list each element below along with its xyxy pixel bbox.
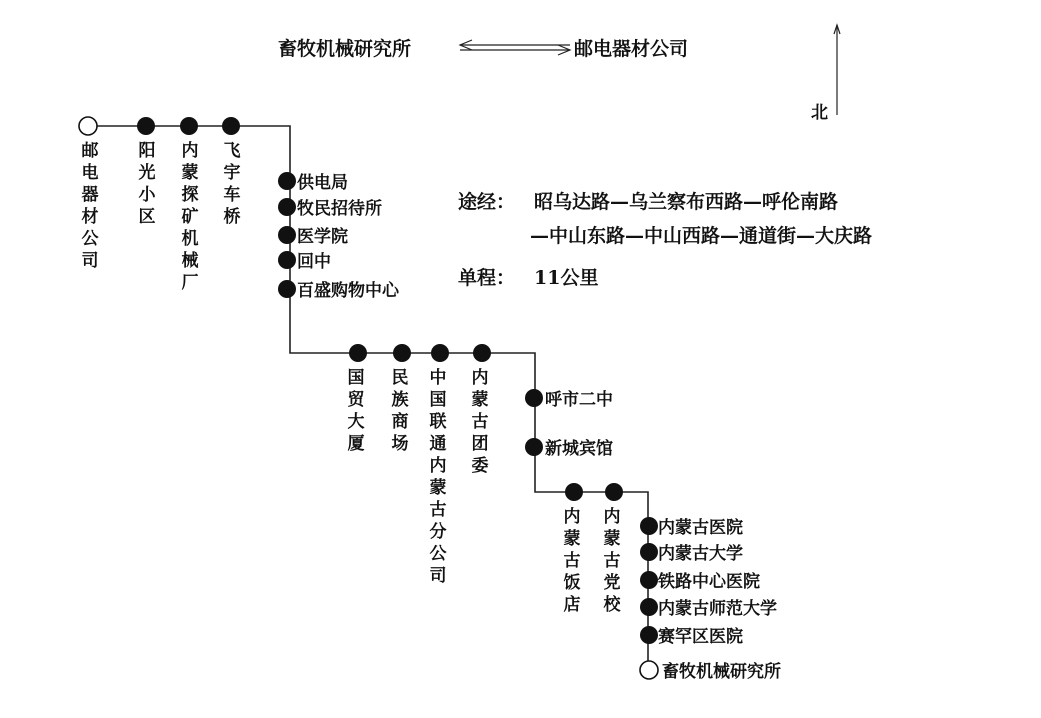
stop-col3-4-label: 赛罕区医院 — [658, 627, 743, 647]
stop-mid-3-label: 内蒙古团委 — [471, 368, 489, 476]
stop-col1-3-label: 回中 — [297, 252, 331, 272]
route-prefix: 途经： — [458, 191, 516, 213]
stop-col3-1-label: 内蒙古大学 — [658, 544, 743, 564]
stop-end-marker — [640, 661, 658, 679]
route-line-2: —中山东路—中山西路—通道街—大庆路 — [530, 225, 873, 247]
distance-prefix: 单程： — [458, 267, 516, 289]
north-arrow-icon — [834, 25, 840, 115]
stop-col2-0-marker — [525, 389, 543, 407]
stop-mid-1-label: 民族商场 — [391, 368, 409, 454]
stop-low-1-marker — [605, 483, 623, 501]
header-from: 畜牧机械研究所 — [278, 38, 412, 60]
stop-top-1-label: 内蒙探矿机械厂 — [181, 141, 199, 293]
stop-col2-1-label: 新城宾馆 — [545, 439, 613, 459]
stop-col1-0-label: 供电局 — [297, 173, 348, 193]
north-label: 北 — [811, 103, 828, 123]
stop-low-1-label: 内蒙古党校 — [603, 507, 621, 615]
stop-start-label: 邮电器材公司 — [81, 141, 99, 271]
stop-top-0-label: 阳光小区 — [138, 141, 156, 227]
stop-mid-2-label: 中国联通内蒙古分公司 — [429, 368, 447, 586]
stop-col1-4-label: 百盛购物中心 — [297, 281, 399, 301]
stop-col1-2-marker — [278, 226, 296, 244]
stop-low-0-marker — [565, 483, 583, 501]
stop-col3-4-marker — [640, 626, 658, 644]
stop-col3-2-label: 铁路中心医院 — [658, 572, 760, 592]
distance-value: 11公里 — [534, 267, 599, 289]
header-to: 邮电器材公司 — [574, 38, 689, 60]
double-arrow-icon — [460, 40, 570, 55]
stop-col1-3-marker — [278, 251, 296, 269]
stop-start-marker — [79, 117, 97, 135]
stop-col1-1-label: 牧民招待所 — [297, 199, 382, 219]
stop-col1-0-marker — [278, 172, 296, 190]
stop-col3-0-label: 内蒙古医院 — [658, 518, 743, 538]
stop-col3-3-marker — [640, 598, 658, 616]
stop-col1-4-marker — [278, 280, 296, 298]
stop-col1-2-label: 医学院 — [297, 227, 348, 247]
route-line-1: 昭乌达路—乌兰察布西路—呼伦南路 — [534, 191, 839, 213]
stop-top-2-label: 飞宇车桥 — [223, 141, 241, 227]
stop-col1-1-marker — [278, 198, 296, 216]
stop-mid-3-marker — [473, 344, 491, 362]
stop-mid-0-marker — [349, 344, 367, 362]
stop-col3-0-marker — [640, 517, 658, 535]
stop-col3-3-label: 内蒙古师范大学 — [658, 599, 777, 619]
stop-top-1-marker — [180, 117, 198, 135]
stop-top-2-marker — [222, 117, 240, 135]
stop-end-label: 畜牧机械研究所 — [662, 662, 781, 682]
stop-col3-1-marker — [640, 543, 658, 561]
stop-mid-0-label: 国贸大厦 — [347, 368, 365, 454]
stop-low-0-label: 内蒙古饭店 — [563, 507, 581, 615]
stop-col2-1-marker — [525, 438, 543, 456]
stop-top-0-marker — [137, 117, 155, 135]
stop-col2-0-label: 呼市二中 — [545, 390, 613, 410]
stop-mid-2-marker — [431, 344, 449, 362]
stop-mid-1-marker — [393, 344, 411, 362]
stop-col3-2-marker — [640, 571, 658, 589]
